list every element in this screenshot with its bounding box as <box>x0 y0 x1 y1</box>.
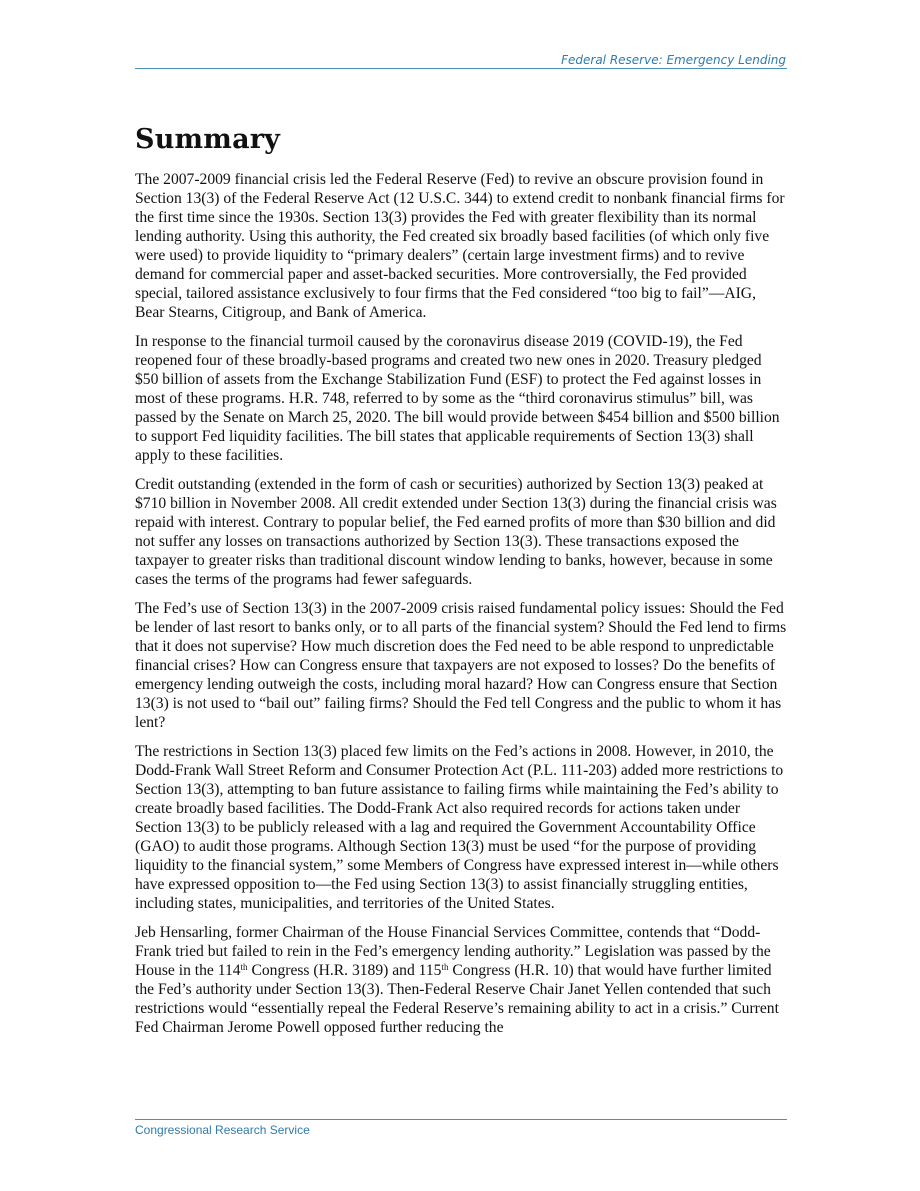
paragraph-text: Congress (H.R. 3189) and 115 <box>247 962 442 979</box>
paragraph: In response to the financial turmoil caused by the coronavirus disease 2019 (COVID-19), the Fed reopened four of these broadly-based programs and created two new ones in 2020. Treasury pledged $50 billion of assets from the Exchange Stabilization Fund (ESF) to protect the Fed against losses in most of these programs. H.R. 748, referred to by some as the “third coronavirus stimulus” bill, was passed by the Senate on March 25, 2020. The bill would provide between $454 billion and $500 billion to support Fed liquidity facilities. The bill states that applicable requirements of Section 13(3) shall apply to these facilities. <box>135 333 780 464</box>
paragraph: The restrictions in Section 13(3) placed few limits on the Fed’s actions in 2008. However, in 2010, the Dodd-Frank Wall Street Reform and Consumer Protection Act (P.L. 111-203) added more restrictions to Section 13(3), attempting to ban future assistance to failing firms while maintaining the Fed’s ability to create broadly based facilities. The Dodd-Frank Act also required records for actions taken under Section 13(3) to be publicly released with a lag and required the Government Accountability Office (GAO) to audit those programs. Although Section 13(3) must be used “for the purpose of providing liquidity to the financial system,” some Members of Congress have expressed interest in—while others have expressed opposition to—the Fed using Section 13(3) to assist financially struggling entities, including states, municipalities, and territories of the United States. <box>135 743 784 912</box>
paragraph-text: Jeb Hensarling, former Chairman of the House Financial Services Committee, contends that “Dodd-Frank tried but failed to rein in the Fed’s emergency lending authority.” Legislation was passed by the House in the 114 <box>135 924 771 979</box>
paragraph-text: Congress (H.R. 10) that would have further limited the Fed’s authority under Section 13(3). Then-Federal Reserve Chair Janet Yellen contended that such restrictions would “essentially repeal the Federal Reserve’s remaining ability to act in a crisis.” Current Fed Chairman Jerome Powell opposed further reducing the <box>135 962 779 1036</box>
section-title: Summary <box>135 124 281 155</box>
paragraph: Credit outstanding (extended in the form of cash or securities) authorized by Section 13(3) peaked at $710 billion in November 2008. All credit extended under Section 13(3) during the financial crisis was repaid with interest. Contrary to popular belief, the Fed earned profits of more than $30 billion and did not suffer any losses on transactions authorized by Section 13(3). These transactions exposed the taxpayer to greater risks than traditional discount window lending to banks, however, because in some cases the terms of the programs had fewer safeguards. <box>135 476 777 588</box>
footer-divider <box>135 1119 787 1120</box>
ordinal-superscript: th <box>441 962 449 972</box>
running-header: Federal Reserve: Emergency Lending <box>561 53 786 67</box>
summary-body <box>135 170 788 1047</box>
ordinal-superscript: th <box>240 962 248 972</box>
paragraph: The 2007-2009 financial crisis led the Federal Reserve (Fed) to revive an obscure provision found in Section 13(3) of the Federal Reserve Act (12 U.S.C. 344) to extend credit to nonbank financial firms for the first time since the 1930s. Section 13(3) provides the Fed with greater flexibility than its normal lending authority. Using this authority, the Fed created six broadly based facilities (of which only five were used) to provide liquidity to “primary dealers” (certain large investment firms) and to revive demand for commercial paper and asset-backed securities. More controversially, the Fed provided special, tailored assistance exclusively to four firms that the Fed considered “too big to fail”—AIG, Bear Stearns, Citigroup, and Bank of America. <box>135 171 785 321</box>
footer-publisher: Congressional Research Service <box>135 1123 310 1137</box>
paragraph-last <box>135 923 788 1037</box>
header-divider <box>135 68 787 69</box>
paragraph: The Fed’s use of Section 13(3) in the 2007-2009 crisis raised fundamental policy issues: Should the Fed be lender of last resort to banks only, or to all parts of the financial system? Should the Fed lend to firms that it does not supervise? How much discretion does the Fed need to be able respond to unpredictable financial crises? How can Congress ensure that taxpayers are not exposed to losses? Do the benefits of emergency lending outweigh the costs, including moral hazard? How can Congress ensure that Section 13(3) is not used to “bail out” failing firms? Should the Fed tell Congress and the public to whom it has lent? <box>135 600 787 731</box>
